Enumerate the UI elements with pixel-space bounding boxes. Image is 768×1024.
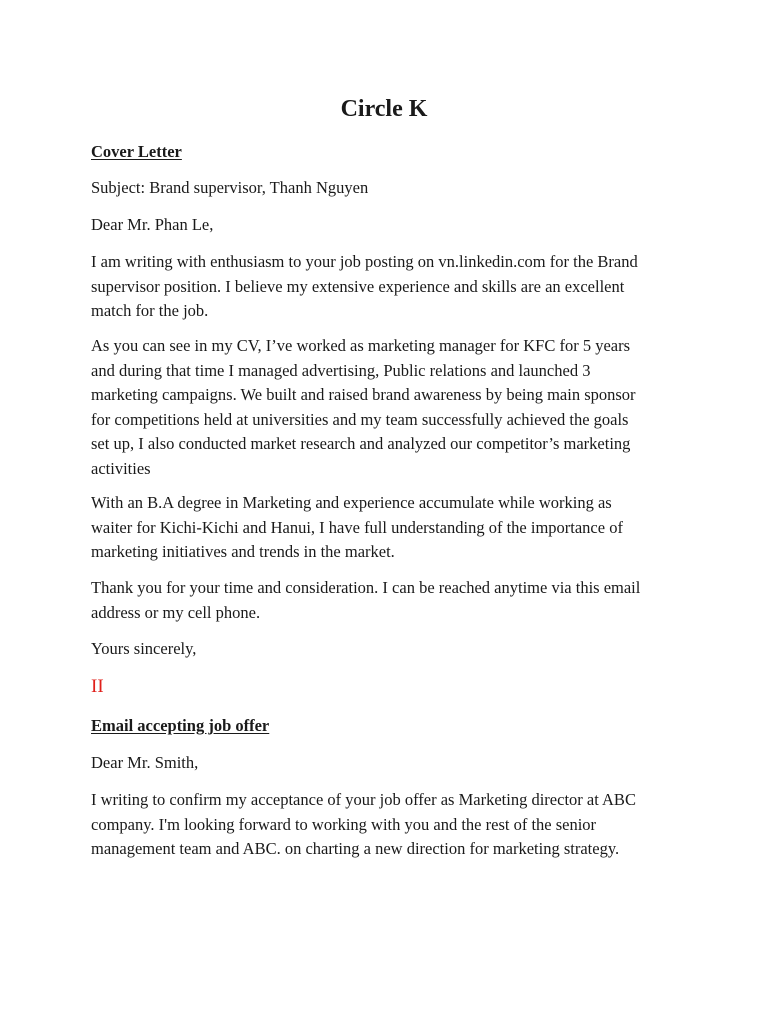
cover-letter-heading: Cover Letter	[91, 142, 182, 161]
cover-letter-paragraph-3	[91, 491, 691, 565]
section-marker: II	[91, 676, 104, 697]
text-line: With an B.A degree in Marketing and experience accumulate while working as	[91, 493, 612, 512]
text-line: set up, I also conducted market research and analyzed our competitor’s marketing	[91, 434, 631, 453]
text-line: marketing campaigns. We built and raised brand awareness by being main sponsor	[91, 385, 636, 404]
email-offer-heading: Email accepting job offer	[91, 716, 270, 735]
document-title: Circle K	[340, 96, 428, 122]
email-offer-salutation: Dear Mr. Smith,	[91, 753, 199, 772]
text-line: I am writing with enthusiasm to your job posting on vn.linkedin.com for the Brand	[91, 252, 638, 271]
text-line: for competitions held at universities and my team successfully achieved the goals	[91, 409, 629, 429]
email-offer-paragraph-1	[91, 788, 691, 862]
text-line: address or my cell phone.	[91, 602, 261, 622]
text-line: marketing initiatives and trends in the market.	[91, 542, 395, 561]
text-line: I writing to confirm my acceptance of your job offer as Marketing director at ABC	[91, 790, 636, 809]
text-line: company. I'm looking forward to working with you and the rest of the senior	[91, 814, 597, 834]
text-line: supervisor position. I believe my extensive experience and skills are an excellent	[91, 276, 625, 296]
cover-letter-closing: Yours sincerely,	[91, 639, 197, 658]
cover-letter-salutation: Dear Mr. Phan Le,	[91, 215, 214, 234]
cover-letter-paragraph-2	[91, 334, 691, 481]
text-line: waiter for Kichi-Kichi and Hanui, I have full understanding of the importance of	[91, 517, 623, 537]
text-line: management team and ABC. on charting a new direction for marketing strategy.	[91, 839, 620, 858]
cover-letter-paragraph-1	[91, 250, 691, 324]
text-line: As you can see in my CV, I’ve worked as marketing manager for KFC for 5 years	[91, 336, 631, 355]
cover-letter-paragraph-4	[91, 576, 691, 625]
text-line: Thank you for your time and consideration. I can be reached anytime via this email	[91, 578, 641, 597]
cover-letter-subject: Subject: Brand supervisor, Thanh Nguyen	[91, 178, 369, 197]
text-line: match for the job.	[91, 301, 209, 320]
text-line: and during that time I managed advertising, Public relations and launched 3	[91, 360, 591, 380]
text-line: activities	[91, 458, 151, 478]
